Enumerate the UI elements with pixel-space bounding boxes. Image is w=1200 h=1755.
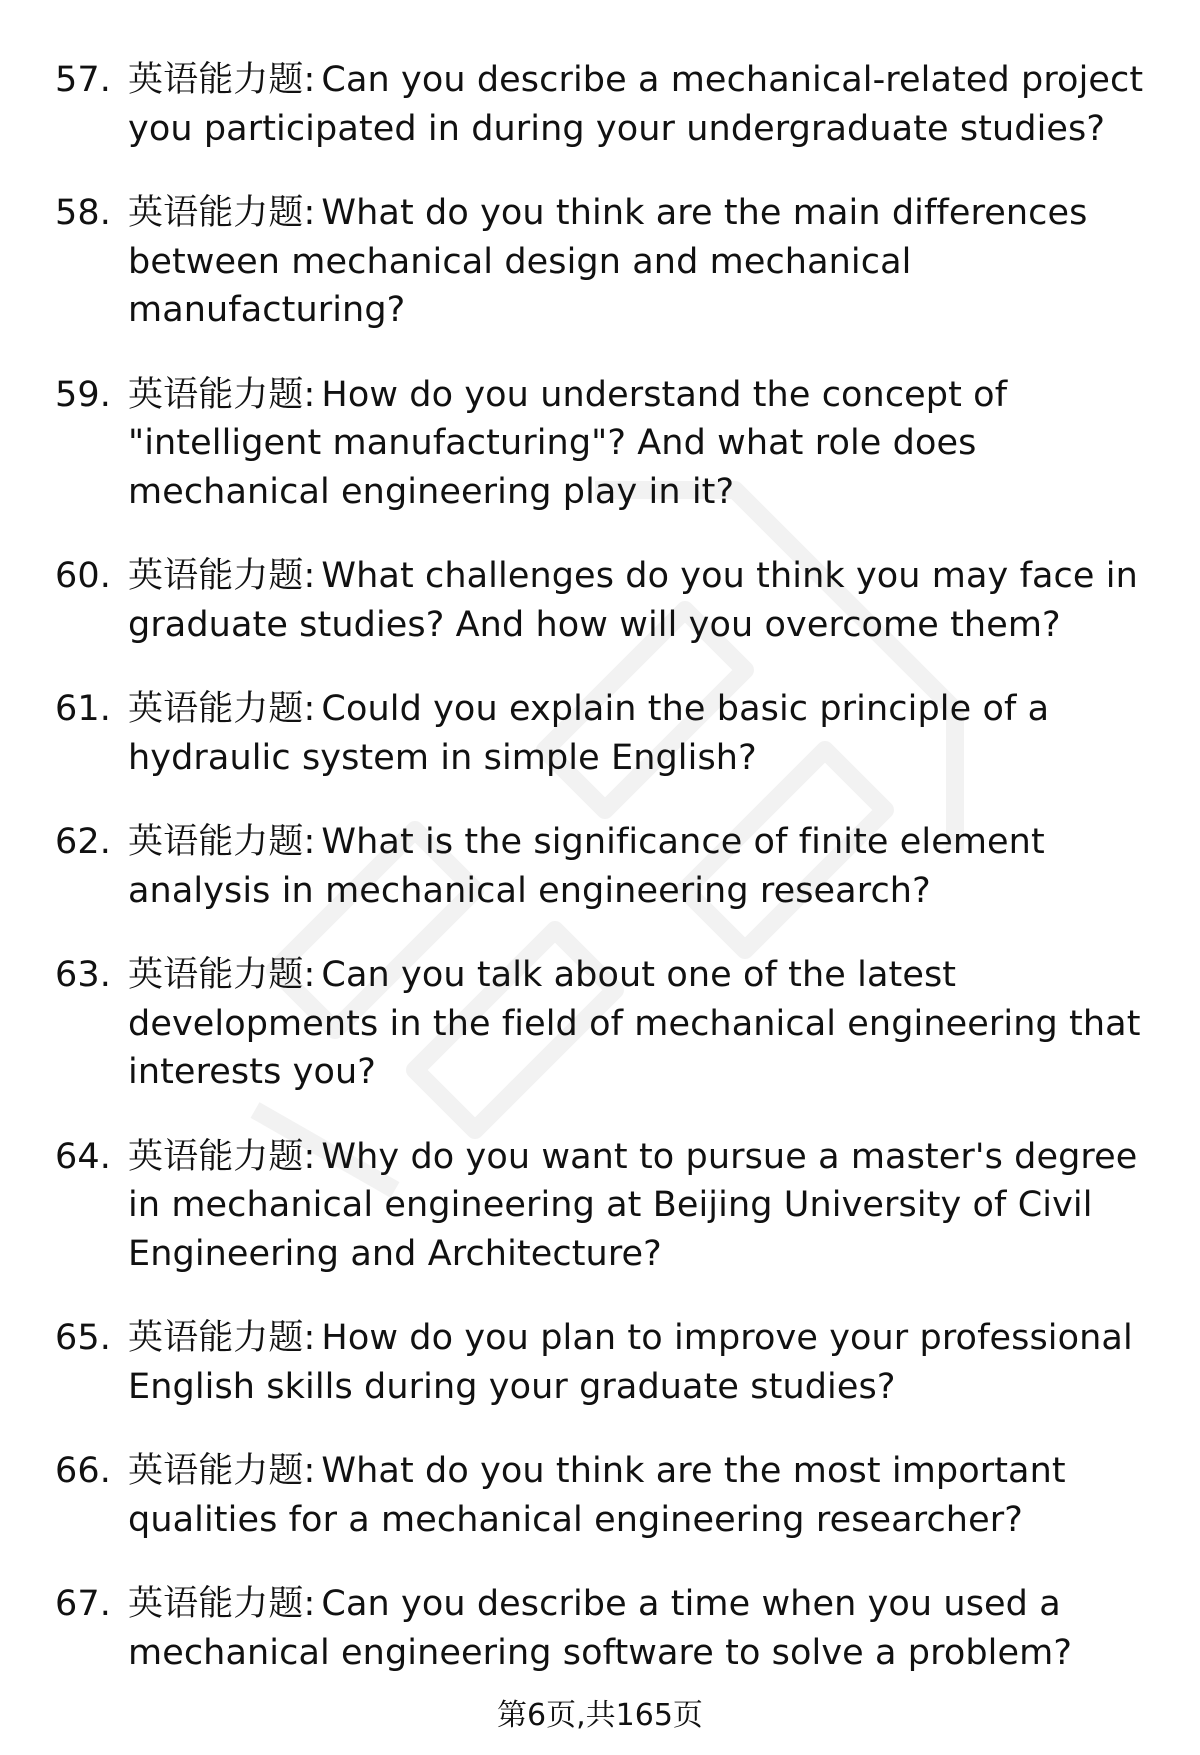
question-text: Can you talk about one of the latest developments in the field of mechanical engineering that interests you? [128,955,1141,1092]
question-colon: : [303,955,316,995]
question-item [0,371,1200,517]
question-text: Could you explain the basic principle of a hydraulic system in simple English? [128,689,1050,778]
question-item [0,1133,1200,1279]
question-colon: : [303,1318,316,1358]
question-number: 60. [55,556,111,596]
question-item [0,56,1200,153]
question-category: 英语能力题 [128,60,304,100]
question-category: 英语能力题 [128,1584,304,1624]
question-category: 英语能力题 [128,822,304,862]
question-text: What challenges do you think you may face in graduate studies? And how will you overcome them? [128,556,1138,645]
question-number: 63. [55,955,111,995]
question-number: 61. [55,689,111,729]
question-colon: : [303,374,316,415]
question-number: 62. [55,822,111,862]
question-category: 英语能力题 [128,955,304,995]
question-text: How do you plan to improve your professional English skills during your graduate studies? [128,1318,1133,1407]
question-category: 英语能力题 [128,556,304,596]
question-number: 65. [55,1318,111,1358]
question-colon: : [303,822,316,862]
question-category: 英语能力题 [128,374,304,415]
question-colon: : [303,556,316,596]
question-category: 英语能力题 [128,689,304,729]
question-text: What is the significance of finite element analysis in mechanical engineering research? [128,822,1045,911]
question-colon: : [303,1451,316,1491]
question-item [0,951,1200,1097]
question-text: What do you think are the most important qualities for a mechanical engineering researcher? [128,1451,1066,1540]
question-text: What do you think are the main differences between mechanical design and mechanical manufacturing? [128,193,1088,330]
question-text: Can you describe a time when you used a mechanical engineering software to solve a problem? [128,1584,1072,1673]
question-item [0,552,1200,649]
question-category: 英语能力题 [128,1136,304,1177]
question-number: 66. [55,1451,111,1491]
question-text: Can you describe a mechanical-related project you participated in during your undergraduate studies? [128,60,1144,149]
question-text: Why do you want to pursue a master's degree in mechanical engineering at Beijing University of Civil Engineering and Architecture? [128,1136,1138,1274]
question-text: How do you understand the concept of "intelligent manufacturing"? And what role does mechanical engineering play in it? [128,374,1008,512]
question-item [0,818,1200,915]
question-item [0,1447,1200,1544]
question-item [0,189,1200,335]
question-number: 64. [55,1136,111,1177]
question-category: 英语能力题 [128,193,304,233]
question-number: 58. [55,193,111,233]
question-colon: : [303,689,316,729]
question-number: 67. [55,1584,111,1624]
question-colon: : [303,1136,316,1177]
question-item [0,685,1200,782]
question-category: 英语能力题 [128,1318,304,1358]
question-colon: : [303,1584,316,1624]
question-item [0,1314,1200,1411]
question-colon: : [303,193,316,233]
question-item [0,1580,1200,1677]
question-list [0,56,1200,1713]
question-colon: : [303,60,316,100]
question-category: 英语能力题 [128,1451,304,1491]
question-number: 59. [55,374,111,415]
question-number: 57. [55,60,111,100]
page-number-footer: 第6页,共165页 [497,1698,703,1733]
